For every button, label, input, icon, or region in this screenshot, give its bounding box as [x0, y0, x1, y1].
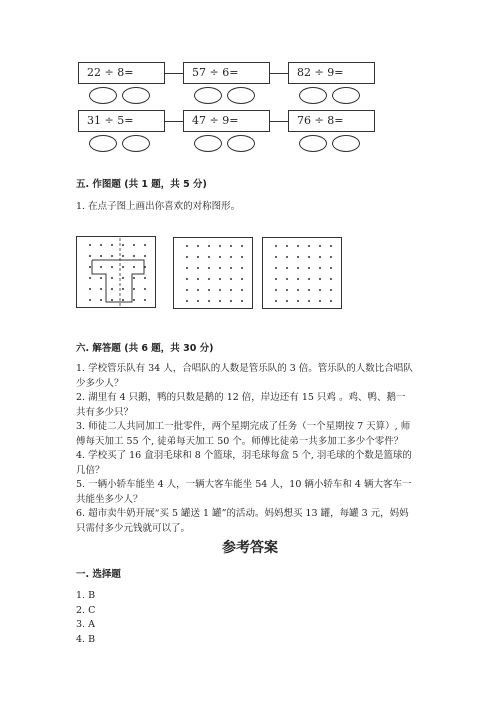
grid-dot — [100, 288, 102, 290]
grid-dot — [144, 266, 146, 268]
answer-item: 2. C — [76, 604, 96, 616]
division-expression: 47 ÷ 9= — [192, 114, 239, 127]
grid-dot — [186, 289, 188, 291]
grid-dot — [208, 289, 210, 291]
grid-dot — [89, 288, 91, 290]
division-expression: 76 ÷ 8= — [297, 114, 344, 127]
grid-dot — [208, 267, 210, 269]
section5-question: 1. 在点子图上画出你喜欢的对称图形。 — [76, 201, 241, 212]
grid-dot — [144, 299, 146, 301]
grid-dot — [197, 289, 199, 291]
division-expression: 57 ÷ 6= — [192, 66, 239, 79]
grid-dot — [308, 256, 310, 258]
grid-dot — [308, 300, 310, 302]
grid-dot — [208, 256, 210, 258]
grid-dot — [230, 300, 232, 302]
grid-dot — [297, 289, 299, 291]
answer-oval — [122, 87, 150, 104]
grid-dot — [286, 245, 288, 247]
grid-dot — [330, 267, 332, 269]
division-box — [288, 110, 375, 132]
division-box — [78, 110, 165, 132]
grid-dot — [122, 288, 124, 290]
grid-dot — [122, 299, 124, 301]
answer-oval — [194, 87, 222, 104]
grid-dot — [297, 300, 299, 302]
grid-dot — [230, 267, 232, 269]
grid-dot — [197, 245, 199, 247]
problem-line: 5. 一辆小轿车能坐 4 人，一辆大客车能坐 54 人，10 辆小轿车和 4 辆大客车一 — [76, 479, 412, 490]
problem-line: 共能坐多少人？ — [76, 493, 143, 505]
grid-dot — [330, 289, 332, 291]
grid-dot — [219, 245, 221, 247]
dot-grid-empty — [173, 237, 253, 309]
grid-dot — [100, 299, 102, 301]
grid-dot — [208, 278, 210, 280]
answer-item: 3. A — [76, 619, 95, 630]
grid-dot — [230, 278, 232, 280]
grid-dot — [319, 300, 321, 302]
grid-dot — [100, 266, 102, 268]
grid-dot — [275, 300, 277, 302]
grid-dot — [286, 300, 288, 302]
problem-line: 4. 学校买了 16 盒羽毛球和 8 个篮球，羽毛球每盒 5 个, 羽毛球的个数是篮球的 — [76, 450, 412, 461]
grid-dot — [319, 278, 321, 280]
grid-dot — [133, 255, 135, 257]
grid-dot — [144, 255, 146, 257]
grid-dot — [111, 288, 113, 290]
grid-dot — [111, 299, 113, 301]
answer-oval — [227, 87, 255, 104]
answers-title: 参考答案 — [222, 540, 278, 556]
grid-dot — [275, 245, 277, 247]
problem-line: 傅每天加工 55 个, 徒弟每天加工 50 个。师傅比徒弟一共多加工多少个零件？ — [76, 435, 404, 447]
answer-item: 4. B — [76, 633, 96, 645]
problem-line: 1. 学校管乐队有 34 人，合唱队的人数是管乐队的 3 倍。管乐队的人数比合唱队 — [76, 363, 413, 374]
grid-dot — [197, 256, 199, 258]
grid-dot — [241, 256, 243, 258]
grid-dot — [100, 277, 102, 279]
grid-dot — [319, 245, 321, 247]
grid-dot — [241, 245, 243, 247]
grid-dot — [241, 278, 243, 280]
symmetric-shape — [76, 236, 156, 308]
grid-dot — [89, 266, 91, 268]
division-expression: 82 ÷ 9= — [297, 66, 344, 79]
division-box — [183, 110, 270, 132]
grid-dot — [275, 289, 277, 291]
connector-line — [165, 121, 183, 122]
section6-problems — [76, 362, 436, 536]
grid-dot — [219, 289, 221, 291]
grid-dot — [208, 300, 210, 302]
grid-dot — [330, 278, 332, 280]
division-expression: 22 ÷ 8= — [87, 66, 134, 79]
grid-dot — [122, 244, 124, 246]
grid-dot — [241, 289, 243, 291]
grid-dot — [111, 255, 113, 257]
grid-dot — [133, 288, 135, 290]
problem-line: 少多少人？ — [76, 377, 124, 389]
grid-dot — [308, 245, 310, 247]
answer-list — [76, 589, 95, 647]
grid-dot — [241, 300, 243, 302]
grid-dot — [330, 256, 332, 258]
grid-dot — [241, 267, 243, 269]
division-box — [183, 62, 270, 84]
grid-dot — [197, 278, 199, 280]
grid-dot — [186, 256, 188, 258]
grid-dot — [230, 256, 232, 258]
grid-dot — [197, 300, 199, 302]
answer-oval — [332, 87, 360, 104]
grid-dot — [89, 255, 91, 257]
answer-oval — [299, 135, 327, 152]
grid-dot — [144, 277, 146, 279]
answer-item: 1. B — [76, 590, 96, 601]
grid-dot — [122, 277, 124, 279]
grid-dot — [275, 256, 277, 258]
grid-dot — [286, 289, 288, 291]
answer-oval — [227, 135, 255, 152]
grid-dot — [122, 255, 124, 257]
grid-dot — [297, 278, 299, 280]
grid-dot — [122, 266, 124, 268]
grid-dot — [144, 288, 146, 290]
grid-dot — [297, 267, 299, 269]
grid-dot — [319, 256, 321, 258]
grid-dot — [297, 256, 299, 258]
dot-grid-empty — [262, 237, 342, 309]
grid-dot — [230, 289, 232, 291]
grid-dot — [219, 300, 221, 302]
grid-dot — [100, 255, 102, 257]
dot-grid-with-shape — [76, 236, 156, 308]
grid-dot — [286, 267, 288, 269]
grid-dot — [197, 267, 199, 269]
grid-dot — [330, 245, 332, 247]
grid-dot — [319, 267, 321, 269]
grid-dot — [230, 245, 232, 247]
grid-dot — [219, 256, 221, 258]
grid-dot — [219, 267, 221, 269]
grid-dot — [133, 277, 135, 279]
grid-dot — [133, 299, 135, 301]
connector-line — [165, 73, 183, 74]
grid-dot — [219, 278, 221, 280]
grid-dot — [319, 289, 321, 291]
grid-dot — [186, 267, 188, 269]
grid-dot — [275, 278, 277, 280]
answers-subheading: 一. 选择题 — [76, 569, 121, 580]
grid-dot — [89, 244, 91, 246]
answer-oval — [89, 87, 117, 104]
connector-line — [270, 121, 288, 122]
grid-dot — [186, 245, 188, 247]
grid-dot — [89, 277, 91, 279]
problem-line: 3. 师徒二人共同加工一批零件，两个星期完成了任务（一个星期按 7 天算）, 师 — [76, 421, 411, 432]
grid-dot — [186, 278, 188, 280]
division-box — [78, 62, 165, 84]
grid-dot — [308, 278, 310, 280]
answer-oval — [299, 87, 327, 104]
answer-oval — [122, 135, 150, 152]
grid-dot — [308, 267, 310, 269]
problem-line: 6. 超市卖牛奶开展“买 5 罐送 1 罐”的活动。妈妈想买 13 罐，每罐 3 元，妈妈 — [76, 508, 409, 519]
grid-dot — [133, 266, 135, 268]
grid-dot — [144, 244, 146, 246]
connector-line — [270, 73, 288, 74]
problem-line: 只需付多少元钱就可以了。 — [76, 522, 191, 534]
grid-dot — [297, 245, 299, 247]
division-expression: 31 ÷ 5= — [87, 114, 134, 127]
grid-dot — [208, 245, 210, 247]
grid-dot — [330, 300, 332, 302]
problem-line: 几倍？ — [76, 464, 105, 476]
grid-dot — [286, 278, 288, 280]
grid-dot — [111, 244, 113, 246]
section5-heading: 五. 作图题 (共 1 题，共 5 分) — [76, 179, 207, 190]
grid-dot — [111, 277, 113, 279]
grid-dot — [186, 300, 188, 302]
problem-line: 2. 湖里有 4 只鹅，鸭的只数是鹅的 12 倍，岸边还有 15 只鸡 。鸡、鸭、鹅一 — [76, 392, 406, 403]
grid-dot — [133, 244, 135, 246]
answer-oval — [194, 135, 222, 152]
problem-line: 共有多少只？ — [76, 406, 134, 418]
grid-dot — [275, 267, 277, 269]
answer-oval — [332, 135, 360, 152]
grid-dot — [100, 244, 102, 246]
grid-dot — [286, 256, 288, 258]
answer-oval — [89, 135, 117, 152]
grid-dot — [111, 266, 113, 268]
section6-heading: 六. 解答题 (共 6 题，共 30 分) — [76, 343, 214, 354]
grid-dot — [308, 289, 310, 291]
division-box — [288, 62, 375, 84]
grid-dot — [89, 299, 91, 301]
